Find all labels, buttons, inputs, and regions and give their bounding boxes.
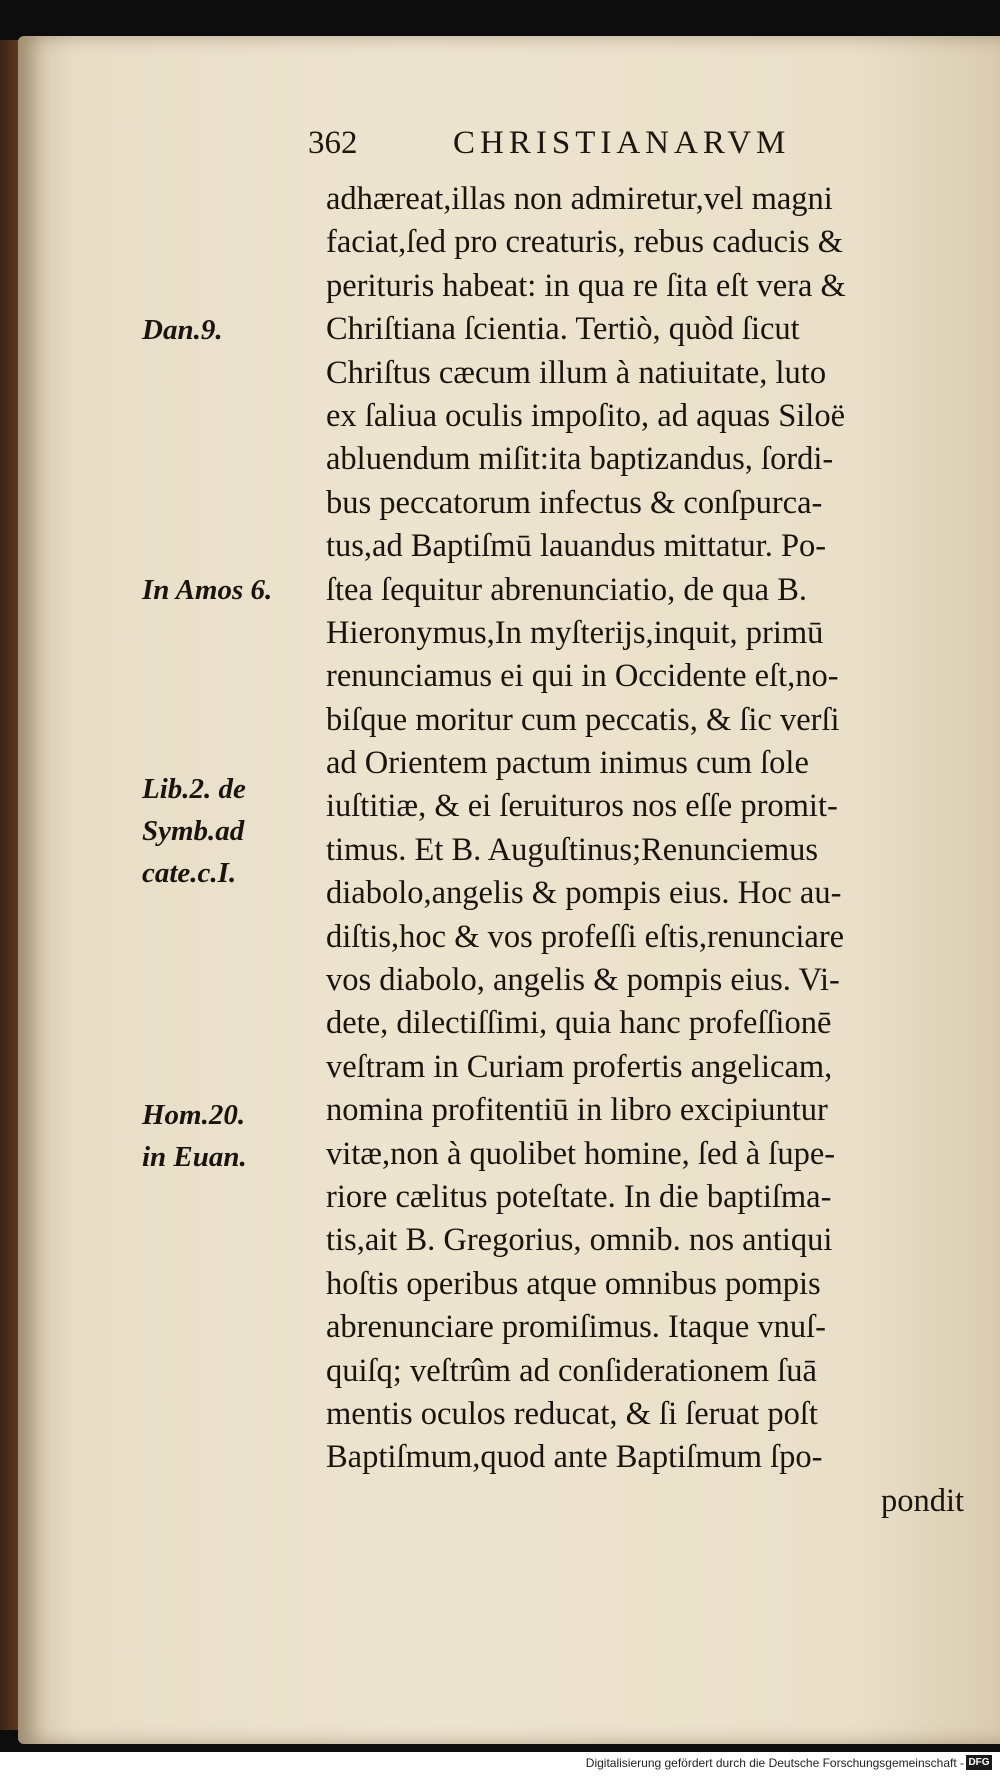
text-line: tus,ad Baptiſmū lauandus mittatur. Po- [326,528,827,565]
text-line: vitæ,non à quolibet homine, ſed à ſupe- [326,1135,836,1172]
page-number: 362 [308,125,358,161]
text-line: abluendum miſit:ita baptizandus, ſordi- [326,441,834,478]
text-line: ſtea ſequitur abrenunciatio, de qua B. [326,571,808,608]
text-line: timus. Et B. Auguſtinus;Renunciemus [326,831,819,868]
text-line: Chriſtiana ſcientia. Tertiò, quòd ſicut [326,311,800,348]
text-line: hoſtis operibus atque omnibus pompis [326,1265,821,1302]
text-line: veſtram in Curiam profertis angelicam, [326,1048,833,1085]
text-line: Chriſtus cæcum illum à natiuitate, luto [326,354,827,391]
running-head [308,125,878,165]
text-line: ad Orientem pactum inimus cum ſole [326,745,809,782]
text-line: diſtis,hoc & vos profeſſi eſtis,renunciare [326,918,845,955]
text-line: perituris habeat: in qua re ſita eſt vera & [326,267,846,304]
running-title: CHRISTIANARVM [453,125,791,161]
text-line: mentis oculos reducat, & ſi ſeruat poſt [326,1395,818,1432]
text-line: vos diabolo, angelis & pompis eius. Vi- [326,962,840,999]
text-line: renunciamus ei qui in Occidente eſt,no- [326,658,839,695]
text-line: biſque moritur cum peccatis, & ſic verſi [326,701,840,738]
body-text [326,178,966,1523]
dfg-logo: DFG [966,1755,992,1770]
text-line: riore cælitus poteſtate. In die baptiſma- [326,1178,832,1215]
text-line: dete, dilectiſſimi, quia hanc profeſſionē [326,1005,832,1042]
marginal-note: Symb.ad [142,815,245,847]
marginal-note: Dan.9. [142,314,223,346]
text-line: diabolo,angelis & pompis eius. Hoc au- [326,875,842,912]
catchword: pondit [880,1482,964,1519]
digitization-credit: Digitalisierung gefördert durch die Deutsche Forschungsgemeinschaft - [585,1756,964,1770]
marginal-note: in Euan. [142,1141,247,1173]
text-line: ex ſaliua oculis impoſito, ad aquas Siloë [326,397,846,434]
text-line: adhæreat,illas non admiretur,vel magni [326,181,833,217]
marginal-note: cate.c.I. [142,857,237,889]
text-line: quiſq; veſtrûm ad conſiderationem ſuā [326,1352,817,1389]
text-line: nomina profitentiū in libro excipiuntur [326,1092,828,1129]
text-line: iuſtitiæ, & ei ſeruituros nos eſſe promit- [326,788,838,825]
text-line: bus peccatorum infectus & conſpurca- [326,484,823,521]
text-line: faciat,ſed pro creaturis, rebus caducis & [326,224,844,261]
text-line: abrenunciare promiſimus. Itaque vnuſ- [326,1309,826,1346]
text-line: Baptiſmum,quod ante Baptiſmum ſpo- [326,1439,823,1476]
text-line: Hieronymus,In myſterijs,inquit, primū [326,614,824,651]
marginal-note: In Amos 6. [142,574,273,606]
marginal-note: Lib.2. de [142,773,246,805]
text-line: tis,ait B. Gregorius, omnib. nos antiqui [326,1222,833,1259]
marginal-note: Hom.20. [142,1099,246,1131]
